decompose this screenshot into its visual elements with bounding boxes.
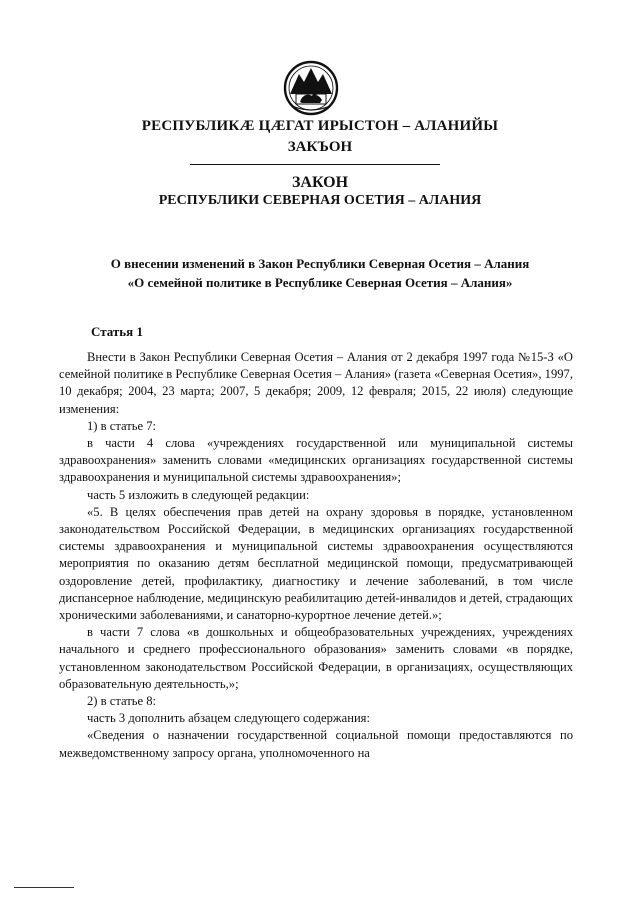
document-title xyxy=(60,254,580,292)
paragraph-intro: Внести в Закон Республики Северная Осетия – Алания от 2 декабря 1997 года №15-З «О семейной политике в Республике Северная Осетия – Алания» (газета «Северная Осетия», 1997, 10 декабря; 2004, 23 марта; 2007, 5 декабря; 2009, 12 февраля; 2015, 22 июля) следующие изменения: xyxy=(59,350,573,416)
article-body xyxy=(59,349,573,762)
paragraph-part-3-text: «Сведения о назначении государственной социальной помощи предоставляются по межведомственному запросу органа, уполномоченного на xyxy=(59,728,573,760)
coat-of-arms-icon xyxy=(282,60,340,116)
paragraph-item-2: 2) в статье 8: xyxy=(87,694,157,709)
article-heading: Статья 1 xyxy=(91,324,143,339)
paragraph-part-7: в части 7 слова «в дошкольных и общеобразовательных учреждениях, учреждениях начального и среднего профессионального образования» заменить словами «в порядке, установленном законодательством Российской Федерации, в организациях, осуществляющих образовательную деятельность,»; xyxy=(59,625,573,691)
footnote-separator xyxy=(14,887,74,888)
ossetian-law-title: ЗАКЪОН xyxy=(287,139,353,155)
russian-republic-name: РЕСПУБЛИКИ СЕВЕРНАЯ ОСЕТИЯ – АЛАНИЯ xyxy=(158,193,482,208)
document-title-line-2: «О семейной политике в Республике Северная Осетия – Алания» xyxy=(127,275,513,290)
paragraph-part-5-intro: часть 5 изложить в следующей редакции: xyxy=(87,487,310,502)
header-divider xyxy=(190,164,440,165)
ossetian-republic-name: РЕСПУБЛИКÆ ЦÆГАТ ИРЫСТОН – АЛАНИЙЫ xyxy=(141,118,499,134)
document-title-line-1: О внесении изменений в Закон Республики Северная Осетия – Алания xyxy=(110,256,530,271)
paragraph-item-1: 1) в статье 7: xyxy=(87,418,157,433)
paragraph-part-5-text: «5. В целях обеспечения прав детей на охрану здоровья в порядке, установленном законодательством Российской Федерации, в медицинских организациях государственной системы здравоохранения и муниципальной системы здравоохранения осуществляются мероприятия по оказанию детям бесплатной медицинской помощи, предусматривающей оздоровление детей, профилактику, диагностику и лечение заболеваний, в том числе диспансерное наблюдение, медицинскую реабилитацию детей-инвалидов и детей, страдающих хроническими заболеваниями, и санаторно-курортное лечение детей.»; xyxy=(59,504,573,623)
russian-law-title: ЗАКОН xyxy=(291,174,349,191)
paragraph-part-4: в части 4 слова «учреждениях государственной или муниципальной системы здравоохранения» заменить словами «медицинских организациях государственной системы здравоохранения и муниципальной системы здравоохранения»; xyxy=(59,436,573,485)
paragraph-part-3-intro: часть 3 дополнить абзацем следующего содержания: xyxy=(87,711,370,726)
